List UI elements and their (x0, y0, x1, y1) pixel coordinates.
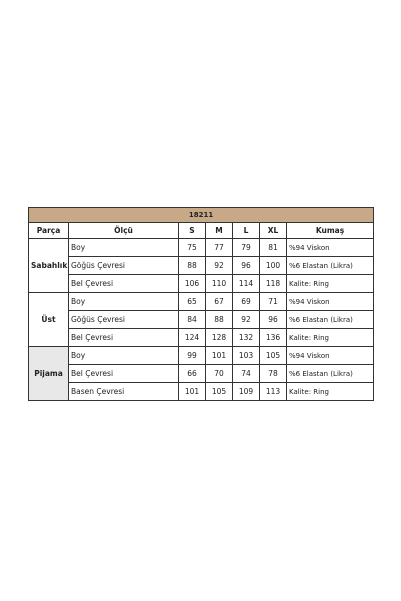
table-row (29, 311, 374, 329)
size-value: 110 (206, 275, 233, 293)
size-value: 101 (179, 383, 206, 401)
table-row (29, 239, 374, 257)
size-value: 74 (233, 365, 260, 383)
measure-name: Bel Çevresi (69, 365, 179, 383)
measure-name: Bel Çevresi (69, 275, 179, 293)
title-row (29, 208, 374, 223)
size-value: 109 (233, 383, 260, 401)
fabric-info: %94 Viskon (287, 347, 374, 365)
header-size-xl: XL (260, 223, 287, 239)
product-code: 18211 (29, 208, 374, 223)
size-value: 70 (206, 365, 233, 383)
header-fabric: Kumaş (287, 223, 374, 239)
part-name: Pijama (29, 347, 69, 401)
table-row (29, 275, 374, 293)
size-value: 96 (233, 257, 260, 275)
size-value: 101 (206, 347, 233, 365)
part-name: Sabahlık (29, 239, 69, 293)
size-value: 79 (233, 239, 260, 257)
size-value: 92 (233, 311, 260, 329)
size-value: 113 (260, 383, 287, 401)
header-measure: Ölçü (69, 223, 179, 239)
size-value: 78 (260, 365, 287, 383)
size-value: 75 (179, 239, 206, 257)
size-value: 88 (206, 311, 233, 329)
part-name: Üst (29, 293, 69, 347)
measure-name: Göğüs Çevresi (69, 311, 179, 329)
fabric-info: %6 Elastan (Likra) (287, 311, 374, 329)
size-value: 81 (260, 239, 287, 257)
size-value: 65 (179, 293, 206, 311)
header-part: Parça (29, 223, 69, 239)
header-size-m: M (206, 223, 233, 239)
table-body (29, 239, 374, 401)
fabric-info: %6 Elastan (Likra) (287, 257, 374, 275)
size-chart-table (28, 207, 374, 401)
header-size-s: S (179, 223, 206, 239)
size-value: 132 (233, 329, 260, 347)
size-value: 124 (179, 329, 206, 347)
fabric-info: Kalite: Ring (287, 329, 374, 347)
size-value: 99 (179, 347, 206, 365)
table-row (29, 347, 374, 365)
measure-name: Göğüs Çevresi (69, 257, 179, 275)
measure-name: Boy (69, 239, 179, 257)
size-value: 66 (179, 365, 206, 383)
measure-name: Boy (69, 293, 179, 311)
size-value: 92 (206, 257, 233, 275)
size-value: 71 (260, 293, 287, 311)
size-value: 77 (206, 239, 233, 257)
fabric-info: %94 Viskon (287, 239, 374, 257)
fabric-info: Kalite: Ring (287, 275, 374, 293)
header-size-l: L (233, 223, 260, 239)
table-row (29, 365, 374, 383)
table-row (29, 329, 374, 347)
measure-name: Boy (69, 347, 179, 365)
measure-name: Bel Çevresi (69, 329, 179, 347)
size-value: 88 (179, 257, 206, 275)
size-value: 114 (233, 275, 260, 293)
table-row (29, 293, 374, 311)
size-value: 67 (206, 293, 233, 311)
size-value: 84 (179, 311, 206, 329)
size-value: 105 (260, 347, 287, 365)
fabric-info: Kalite: Ring (287, 383, 374, 401)
table-row (29, 383, 374, 401)
size-value: 118 (260, 275, 287, 293)
size-value: 128 (206, 329, 233, 347)
header-row (29, 223, 374, 239)
size-value: 100 (260, 257, 287, 275)
size-value: 136 (260, 329, 287, 347)
size-value: 103 (233, 347, 260, 365)
size-value: 69 (233, 293, 260, 311)
measure-name: Basen Çevresi (69, 383, 179, 401)
fabric-info: %94 Viskon (287, 293, 374, 311)
fabric-info: %6 Elastan (Likra) (287, 365, 374, 383)
size-value: 106 (179, 275, 206, 293)
size-value: 105 (206, 383, 233, 401)
size-value: 96 (260, 311, 287, 329)
table-row (29, 257, 374, 275)
